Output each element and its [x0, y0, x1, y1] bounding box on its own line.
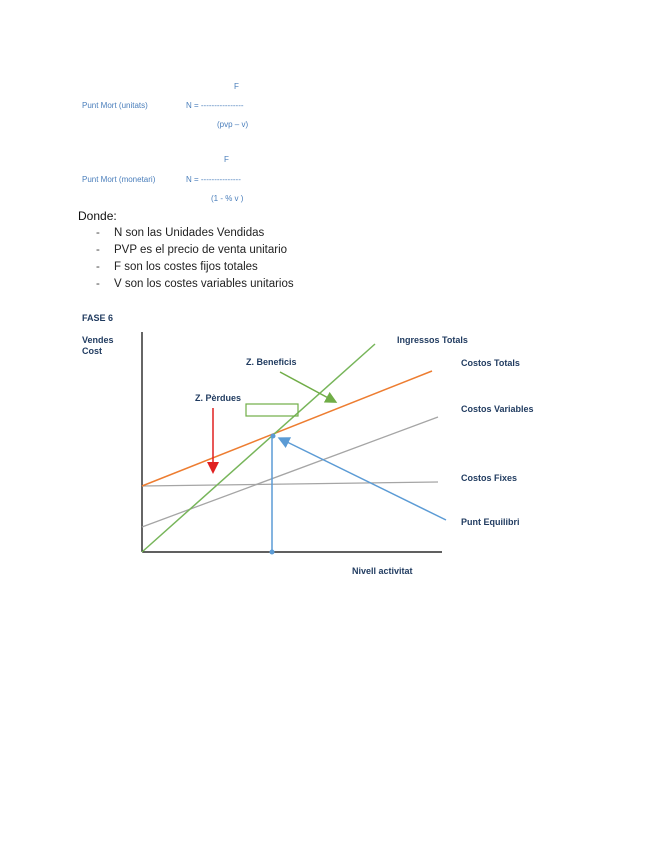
list-item: - PVP es el precio de venta unitario	[96, 244, 288, 256]
losses-zone-label: Z. Pèrdues	[195, 393, 242, 403]
x-axis-label: Nivell activitat	[352, 566, 413, 576]
formula-monetary-numerator: F	[224, 155, 229, 164]
formula-monetary-label: Punt Mort (monetari)	[82, 175, 156, 184]
series-line-costos-variables	[142, 417, 438, 527]
highlight-box	[246, 404, 298, 416]
formula-units-lhs: N = ----------------	[186, 101, 244, 110]
series-line-ingressos-totals	[142, 344, 375, 552]
series-label-costos-fixes: Costos Fixes	[461, 473, 518, 483]
list-item: - F son los costes fijos totales	[96, 261, 258, 273]
equilibrium-arrow	[283, 440, 446, 520]
definition-text: V son los costes variables unitarios	[114, 278, 294, 290]
equilibrium-x-point	[270, 550, 275, 555]
list-item: - V son los costes variables unitarios	[96, 278, 294, 290]
y-axis-label-line1: Vendes	[82, 335, 114, 345]
formula-monetary-lhs: N = ---------------	[186, 175, 241, 184]
formula-monetary-denominator: (1 - % v )	[211, 194, 244, 203]
definitions-heading: Donde:	[78, 209, 117, 223]
break-even-chart	[70, 300, 590, 590]
y-axis-label-line2: Cost	[82, 346, 102, 356]
list-item: - N son las Unidades Vendidas	[96, 227, 265, 239]
chart-title: FASE 6	[82, 313, 114, 323]
benefits-zone-label: Z. Beneficis	[246, 357, 297, 367]
formula-units-numerator: F	[234, 82, 239, 91]
equilibrium-label: Punt Equilibri	[461, 517, 520, 527]
formula-units-label: Punt Mort (unitats)	[82, 101, 148, 110]
definitions-list	[96, 225, 294, 293]
benefits-arrow	[280, 372, 332, 400]
definition-text: PVP es el precio de venta unitario	[114, 244, 288, 256]
definition-text: F son los costes fijos totales	[114, 261, 258, 273]
series-line-costos-fixes	[142, 482, 438, 486]
equilibrium-point	[271, 434, 276, 439]
formula-units-denominator: (pvp – v)	[217, 120, 249, 129]
series-label-costos-variables: Costos Variables	[461, 404, 534, 414]
series-label-costos-totals: Costos Totals	[461, 358, 520, 368]
definition-text: N son las Unidades Vendidas	[114, 227, 265, 239]
series-label-ingressos-totals: Ingressos Totals	[397, 335, 468, 345]
series-line-costos-totals	[142, 371, 432, 486]
